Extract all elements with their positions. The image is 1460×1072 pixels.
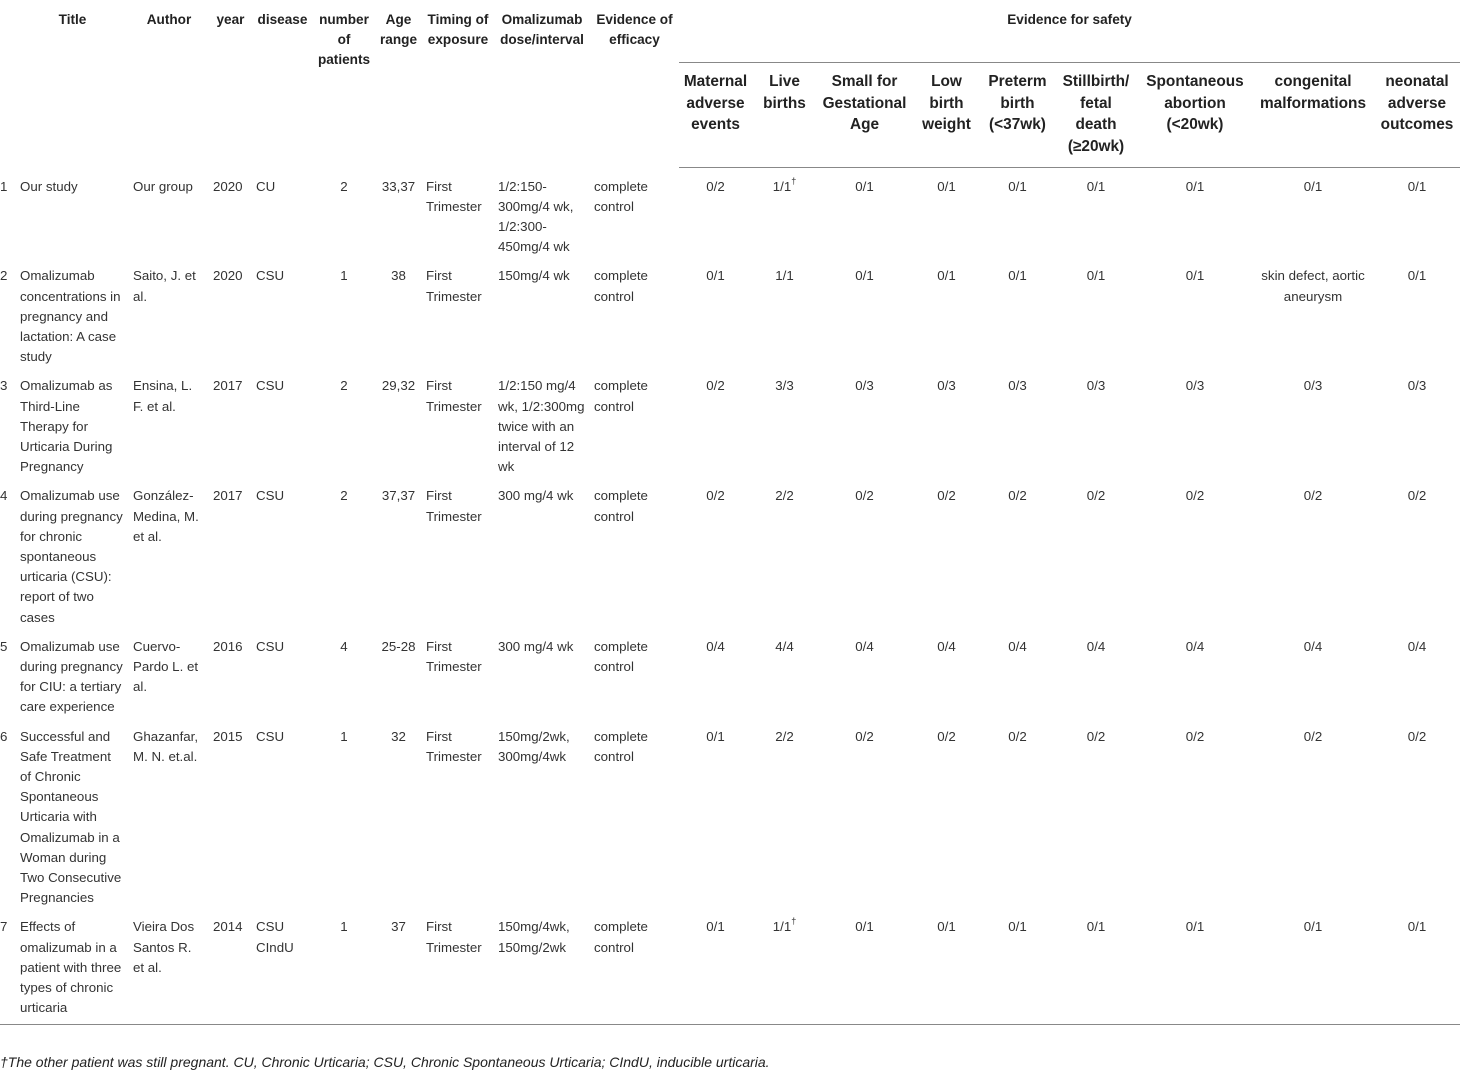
cell-author: Cuervo-Pardo L. et al. bbox=[133, 638, 199, 695]
header-title: Title bbox=[58, 12, 87, 27]
cell-stillbirth: 0/1 bbox=[1086, 179, 1106, 194]
cell-author: Ghazanfar, M. N. et.al. bbox=[133, 728, 199, 764]
cell-abortion: 0/4 bbox=[1185, 638, 1205, 654]
cell-stillbirth: 0/3 bbox=[1086, 378, 1106, 394]
cell-timing: First Trimester bbox=[426, 488, 482, 524]
cell-year: 2017 bbox=[213, 488, 243, 504]
cell-lbw: 0/2 bbox=[937, 488, 956, 504]
cell-dose: 300 mg/4 wk bbox=[498, 638, 574, 654]
cell-abortion: 0/3 bbox=[1185, 378, 1205, 394]
cell-maternal: 0/1 bbox=[706, 268, 725, 284]
cell-year: 2020 bbox=[213, 268, 243, 284]
cell-title: Our study bbox=[20, 178, 78, 194]
cell-author: González-Medina, M. et al. bbox=[133, 488, 199, 544]
cell-disease: CSU bbox=[256, 378, 285, 394]
cell-maternal: 0/2 bbox=[706, 488, 725, 504]
cell-dose: 1/2:150-300mg/4 wk, 1/2:300-450mg/4 wk bbox=[498, 178, 574, 255]
cell-efficacy: complete control bbox=[594, 178, 648, 214]
cell-timing: First Trimester bbox=[426, 178, 482, 214]
cell-stillbirth: 0/2 bbox=[1086, 728, 1106, 744]
cell-timing: First Trimester bbox=[422, 908, 494, 1025]
cell-preterm: 0/3 bbox=[1008, 378, 1027, 394]
cell-maternal: 0/2 bbox=[706, 378, 725, 394]
cell-dose: 150mg/2wk, 300mg/4wk bbox=[498, 728, 570, 764]
cell-sga: 0/2 bbox=[855, 728, 874, 744]
header-year: year bbox=[216, 12, 245, 27]
dagger-mark: † bbox=[791, 175, 797, 186]
table-row bbox=[0, 168, 1460, 258]
header-live-births: Live births bbox=[752, 63, 817, 168]
cell-neonatal: 0/1 bbox=[1407, 179, 1427, 194]
cell-dose: 300 mg/4 wk bbox=[498, 488, 574, 504]
cell-age: 29,32 bbox=[381, 378, 416, 394]
live-births-value: 1/1 bbox=[772, 179, 792, 194]
cell-maternal: 0/1 bbox=[679, 908, 752, 1025]
cell-efficacy: complete control bbox=[594, 638, 648, 674]
cell-maternal: 0/2 bbox=[706, 179, 725, 194]
header-malformations: congenital malformations bbox=[1252, 63, 1374, 168]
cell-malformations: 0/4 bbox=[1303, 638, 1323, 654]
cell-abortion: 0/1 bbox=[1138, 908, 1252, 1025]
cell-disease: CSU CIndU bbox=[252, 908, 313, 1025]
table-row bbox=[0, 257, 1460, 367]
cell-sga: 0/3 bbox=[855, 378, 874, 394]
cell-malformations: 0/1 bbox=[1303, 179, 1323, 194]
cell-live-births bbox=[752, 257, 817, 367]
cell-neonatal: 0/1 bbox=[1374, 908, 1460, 1025]
cell-patients: 1 bbox=[313, 908, 375, 1025]
cell-disease: CSU bbox=[256, 268, 285, 284]
cell-patients: 2 bbox=[340, 178, 348, 194]
header-timing: Timing of exposure bbox=[427, 12, 489, 48]
cell-malformations: 0/3 bbox=[1303, 378, 1323, 394]
header-preterm: Preterm birth (<37wk) bbox=[981, 63, 1054, 168]
cell-title: Effects of omalizumab in a patient with three types of chronic urticaria bbox=[16, 908, 129, 1025]
cell-neonatal: 0/3 bbox=[1407, 378, 1427, 394]
cell-stillbirth: 0/1 bbox=[1086, 268, 1106, 284]
cell-disease: CSU bbox=[256, 638, 285, 654]
cell-preterm: 0/1 bbox=[1008, 179, 1027, 194]
cell-lbw: 0/1 bbox=[937, 179, 956, 194]
header-low-birth-weight: Low birth weight bbox=[912, 63, 981, 168]
cell-live-births bbox=[752, 367, 817, 477]
cell-live-births bbox=[752, 477, 817, 627]
cell-sga: 0/1 bbox=[855, 268, 874, 284]
cell-dose: 150mg/4wk, 150mg/2wk bbox=[494, 908, 590, 1025]
cell-disease: CSU bbox=[256, 728, 285, 744]
cell-year: 2017 bbox=[213, 378, 243, 394]
cell-neonatal: 0/1 bbox=[1407, 268, 1427, 284]
cell-author: Our group bbox=[133, 178, 193, 194]
cell-dose: 150mg/4 wk bbox=[498, 268, 570, 284]
cell-patients: 1 bbox=[340, 728, 348, 744]
cell-lbw: 0/1 bbox=[937, 268, 956, 284]
cell-patients: 1 bbox=[340, 268, 348, 284]
cell-abortion: 0/2 bbox=[1185, 488, 1205, 504]
table-row bbox=[0, 477, 1460, 627]
cell-malformations: 0/1 bbox=[1252, 908, 1374, 1025]
header-neonatal: neonatal adverse outcomes bbox=[1374, 63, 1460, 168]
cell-preterm: 0/1 bbox=[1008, 268, 1027, 284]
table-row bbox=[0, 367, 1460, 477]
cell-patients: 4 bbox=[340, 638, 348, 654]
cell-title: Omalizumab concentrations in pregnancy and lactation: A case study bbox=[20, 268, 121, 365]
cell-year: 2015 bbox=[213, 728, 243, 744]
cell-title: Omalizumab use during pregnancy for CIU: a tertiary care experience bbox=[20, 638, 123, 715]
cell-efficacy: complete control bbox=[594, 268, 648, 304]
cell-stillbirth: 0/4 bbox=[1086, 638, 1106, 654]
cell-title: Omalizumab as Third-Line Therapy for Urticaria During Pregnancy bbox=[20, 378, 113, 475]
table-footnote: †The other patient was still pregnant. CU, Chronic Urticaria; CSU, Chronic Spontaneous Urticaria; CIndU, inducible urticaria. bbox=[0, 1054, 770, 1070]
cell-sga: 0/1 bbox=[855, 179, 874, 194]
cell-year: 2020 bbox=[213, 178, 243, 194]
cell-lbw: 0/1 bbox=[912, 908, 981, 1025]
cell-lbw: 0/4 bbox=[937, 638, 956, 654]
table-row bbox=[0, 908, 1460, 1025]
cell-age: 25-28 bbox=[381, 638, 416, 654]
header-safety-group: Evidence for safety bbox=[679, 0, 1460, 63]
cell-sga: 0/1 bbox=[817, 908, 912, 1025]
cell-abortion: 0/1 bbox=[1185, 268, 1205, 284]
header-num bbox=[0, 0, 16, 168]
header-age-range: Age range bbox=[379, 12, 418, 48]
row-number: 1 bbox=[0, 178, 8, 194]
cell-neonatal: 0/2 bbox=[1407, 488, 1427, 504]
cell-efficacy: complete control bbox=[594, 728, 648, 764]
header-dose: Omalizumab dose/interval bbox=[500, 12, 584, 48]
cell-lbw: 0/2 bbox=[937, 728, 956, 744]
cell-author: Saito, J. et al. bbox=[133, 268, 196, 304]
cell-neonatal: 0/4 bbox=[1407, 638, 1427, 654]
cell-age: 32 bbox=[391, 728, 406, 744]
cell-efficacy: complete control bbox=[590, 908, 679, 1025]
cell-sga: 0/2 bbox=[855, 488, 874, 504]
row-number: 4 bbox=[0, 488, 8, 504]
cell-abortion: 0/1 bbox=[1185, 179, 1205, 194]
cell-patients: 2 bbox=[340, 378, 348, 394]
header-patients: number of patients bbox=[317, 12, 371, 68]
cell-lbw: 0/3 bbox=[937, 378, 956, 394]
cell-sga: 0/4 bbox=[855, 638, 874, 654]
dagger-mark: † bbox=[791, 915, 797, 926]
cell-age: 33,37 bbox=[381, 178, 416, 194]
cell-stillbirth: 0/2 bbox=[1086, 488, 1106, 504]
header-stillbirth: Stillbirth/ fetal death (≥20wk) bbox=[1054, 63, 1138, 168]
cell-live-births bbox=[752, 628, 817, 718]
cell-efficacy: complete control bbox=[594, 488, 648, 524]
header-author: Author bbox=[146, 12, 192, 27]
cell-neonatal: 0/2 bbox=[1407, 728, 1427, 744]
cell-disease: CSU bbox=[256, 488, 285, 504]
cell-timing: First Trimester bbox=[426, 638, 482, 674]
cell-timing: First Trimester bbox=[426, 728, 482, 764]
cell-stillbirth: 0/1 bbox=[1054, 908, 1138, 1025]
cell-timing: First Trimester bbox=[426, 378, 482, 414]
header-row bbox=[0, 0, 1460, 63]
live-births-value: 1/1 bbox=[775, 268, 794, 284]
cell-maternal: 0/1 bbox=[706, 728, 725, 744]
cell-preterm: 0/2 bbox=[1008, 488, 1027, 504]
row-number: 7 bbox=[0, 908, 16, 1025]
cell-age: 38 bbox=[391, 268, 406, 284]
cell-live-births bbox=[752, 168, 817, 258]
live-births-value: 2/2 bbox=[775, 728, 794, 744]
cell-preterm: 0/1 bbox=[981, 908, 1054, 1025]
cell-title: Successful and Safe Treatment of Chronic Spontaneous Urticaria with Omalizumab in a Woman during Two Consecutive Pregnancies bbox=[20, 728, 122, 906]
cell-malformations: 0/2 bbox=[1303, 728, 1323, 744]
row-number: 2 bbox=[0, 268, 8, 284]
cell-age: 37 bbox=[375, 908, 422, 1025]
cell-patients: 2 bbox=[340, 488, 348, 504]
cell-malformations: skin defect, aortic aneurysm bbox=[1261, 268, 1365, 304]
cell-maternal: 0/4 bbox=[706, 638, 725, 654]
cell-author: Vieira Dos Santos R. et al. bbox=[129, 908, 209, 1025]
header-abortion: Spontaneous abortion (<20wk) bbox=[1138, 63, 1252, 168]
header-maternal-adverse: Maternal adverse events bbox=[679, 63, 752, 168]
table-row bbox=[0, 718, 1460, 909]
cell-dose: 1/2:150 mg/4 wk, 1/2:300mg twice with an interval of 12 wk bbox=[498, 378, 585, 475]
row-number: 5 bbox=[0, 638, 8, 654]
table-row bbox=[0, 628, 1460, 718]
cell-abortion: 0/2 bbox=[1185, 728, 1205, 744]
cell-year: 2016 bbox=[213, 638, 243, 654]
live-births-value: 3/3 bbox=[775, 378, 794, 394]
row-number: 6 bbox=[0, 728, 8, 744]
cell-efficacy: complete control bbox=[594, 378, 648, 414]
live-births-value: 4/4 bbox=[775, 638, 794, 654]
live-births-value: 2/2 bbox=[775, 488, 794, 504]
cell-author: Ensina, L. F. et al. bbox=[133, 378, 193, 414]
header-sga: Small for Gestational Age bbox=[817, 63, 912, 168]
header-efficacy: Evidence of efficacy bbox=[596, 12, 673, 48]
cell-year: 2014 bbox=[209, 908, 252, 1025]
cell-preterm: 0/2 bbox=[1008, 728, 1027, 744]
row-number: 3 bbox=[0, 378, 8, 394]
cell-title: Omalizumab use during pregnancy for chronic spontaneous urticaria (CSU): report of two cases bbox=[20, 488, 123, 625]
header-disease: disease bbox=[257, 12, 308, 27]
live-births-value: 1/1 bbox=[772, 919, 792, 935]
cell-disease: CU bbox=[256, 178, 276, 194]
cell-live-births bbox=[752, 908, 817, 1025]
cell-timing: First Trimester bbox=[426, 268, 482, 304]
cell-preterm: 0/4 bbox=[1008, 638, 1027, 654]
cell-age: 37,37 bbox=[381, 488, 416, 504]
cell-live-births bbox=[752, 718, 817, 909]
cell-malformations: 0/2 bbox=[1303, 488, 1323, 504]
